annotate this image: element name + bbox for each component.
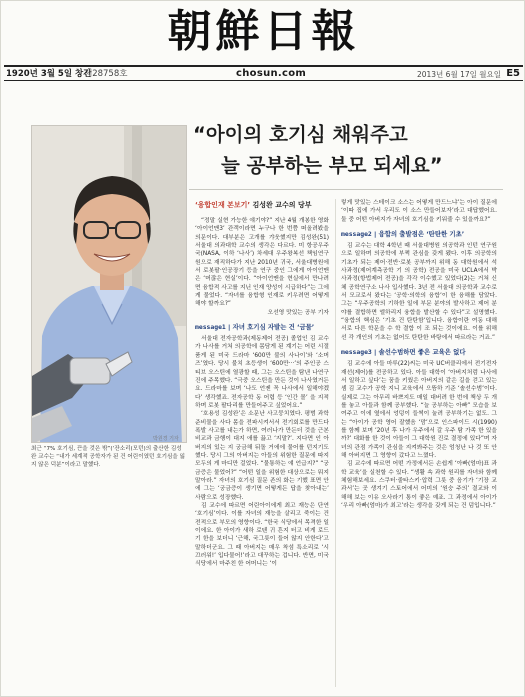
site-name: chosun.com — [236, 68, 307, 79]
portrait-illustration — [32, 126, 187, 443]
message-1-label: message1 — [195, 323, 226, 332]
message-3-title: | 솔선수범하면 좋은 교육은 없다 — [371, 348, 466, 357]
message-1-paragraph-3: 김 교수에 따르면 어린아이에게 최고 재능은 단연 ‘호기심’이다. 이를 자녀의 재능을 살리고 죽이는 건 전적으로 부모의 영향이다. “한국 식당에서 목격한 일이에요. 한 아이가 새하 로텐 귀 흔지 터고 비게 로드기 한을 보더니 ‘근해, 국그릇이 들어 않지 안한다’고 말하더군요. 그 때 아버지는 매우 착섬 특소리로 ‘시끄러워!’ 입다물어!’라고 대꾸하는 겁니다. 반면, 미국 식당에서 마주친 한 어머니는 ‘이 — [195, 503, 329, 568]
issue-number: 제28758호 — [84, 69, 128, 79]
message-3-label: message3 — [341, 348, 372, 357]
photo-credit: 박원경 기자 — [153, 436, 179, 442]
message-2-paragraph: 김 교수는 대학 4학년 때 서울대병원 의공학과 인턴 연구원으로 일하며 의공학에 부쩍 관심을 갖게 됐다. 이후 의공학의 기초가 되는 제어·전반·로봇 공부까지 위해 동 대학원에서 석사과정(제어계측공학 기 의 공학) 전공을 미국 UCLA에서 박사과정(항법제어 전공)을 각각 이수했고 있었다(2)는 거쳐 신체 공학연구소 나사 입사했다. 3년 전 서울대 의공학과 교수로서 모교로서 왔다는 ‘공학·의학의 융합’이 한 융해를 담았다. 그는 “우주공학의 기하한 일에 부문 분야의 발사하고 제어 분야를 결합하면 엘하리지 융합을 발산할 수 있다”고 설명했다. “융합의 핵심은 ‘기초 건 탄탄함’입니다. 융합이란 여동 대해 서로 다른 학문을 수 학 결합 이 조 되는 것이에요. 이를 위해선 각 개인의 기초는 없어도 탄탄한 바탕에서 따르라는 거죠.” — [341, 243, 497, 341]
headline — [185, 119, 505, 181]
page-number: E5 — [506, 68, 520, 79]
headline-line-2: 늘 공부하는 부모 되세요” — [221, 154, 443, 177]
message-1-heading — [195, 322, 329, 332]
message-3-paragraph-2: 김 교수에 따르면 어떤 가정에서든 손쉽게 ‘아빠(엄마)표 과학 교육’을 실천할 수 있다. “생활 속 과학 원리를 자녀와 함께 체험해보세요. 스쿠터·줄타스키·압력 그릇 중 음기가 ‘기장 교과서’는 곳 생겨기 스토어에서 어미의 ‘원숭 주의’ 결교와 이 해해 보는 이유 오사라기 통이 좋은 예죠. 그 과정에서 아이가 ‘우리 아빠(엄마)가 최고’라는 생각을 갖게 되는 건 덤입니다.” — [341, 461, 497, 509]
masthead — [1, 1, 525, 63]
message-1-paragraph-1: 서울대 전자공학과(제동제어 전공) 졸업인 김 교수가 나사를 거쳐 의공학에 몸담게 된 계기는 어린 시절 품게 된 미국 드라마 ‘600만 불의 사나이’와 ‘소머즈’였다. 당시 불치 초등생이 ‘600만···’의 주인공 스티브 오스틴에 열광할 때, 그는 오스틴을 탐낸 나연구진에 주목했다. “극중 오스틴을 만든 것이 나사였거든요. 드라마를 보며 ‘나도 언젠 꼭 나사에서 일해야겠다’ 생각했죠. 전자공학 동 어렵 등 ‘인간 몰’ 을 지적하며 로봇 팔다리를 만들어주고 싶었어요.” — [195, 336, 329, 409]
article-column-2 — [341, 199, 497, 510]
article-column-1 — [195, 199, 329, 569]
message-3-paragraph-1: 김 교수에 아들 마루(22)씨는 미국 UC버클리에서 전기전자재선(제어)를 전공하고 있다. 아들 대학이 ‘아버지처럼 나사에서 일하고 싶다’는 꿈을 키웠은 아버지의 같은 길을 걷고 있는 셈 김 교수가 공학 지니 교육에서 으뜸하 기준 ‘솔선수범’이다. 실제로 그는 아무리 바쁘지도 매일 대버려 한 번에 책상 두 개를 놓고 아들과 함께 공부했다. “늘 공부하는 아빠” 모습을 보여주고 이에 옆에서 엉덩이 들썩이 눌려 공부하기는 없도. 그는 “아이가 공학 영어 잘했음 ‘맘’으로 인스파이드 시(1990)를 함께 보며 ’20년 후 나가 우주에서 갈 우주 탐 가족 한 있을까?’ 대화를 한 것이 아들이 그 대학원 진로 결정에 있다”며 자녀의 관점 가족이 관심을 지켜봐주는 것은 엄청난 나 것 또 안해 아버지면 그 영향이 갔다고 느꼈다. — [341, 361, 497, 459]
portrait-photo — [31, 125, 187, 443]
byline: 오선영 맛있는 공부 기자 — [267, 309, 329, 316]
headline-divider — [189, 189, 503, 190]
message-2-label: message2 — [341, 230, 372, 239]
message-2-title: | 융합의 출발점은 ‘탄탄한 기초’ — [371, 230, 465, 239]
publication-date: 2013년 6월 17일 월요일 — [416, 70, 501, 79]
series-kicker — [195, 199, 329, 211]
photo-caption: 최근 “7% 호기심, 끈을 것은 밖”(‘잔소리(모던)의 출산한 김성완 교수는 “내가 세계적 공학자가 된 건 어린이였던 호기심을 잃지 않은 덕분”이라고 말했다. — [31, 446, 185, 468]
message-3-heading — [341, 347, 497, 357]
masthead-logo: 朝鮮日報 — [167, 6, 360, 57]
continued-paragraph: 렇게 맛있는 스테이크 소스는 어떻게 만드느냐’는 아이 질문에 ‘이따 집에 가서 우리도 이 소스 만들어보자’라고 대답했어요. 둘 중 어떤 아버지가 자녀의 호기심을 키워줄 수 있을까요?” — [341, 200, 497, 223]
message-1-title: | 자녀 호기심 자발는 건 ‘금물’ — [225, 323, 315, 332]
column-divider — [335, 199, 336, 687]
message-2-heading — [341, 229, 497, 239]
series-label: ‘융합인재 본보기’ — [195, 201, 251, 209]
headline-line-1: “아이의 호기심 채워주고 — [193, 123, 408, 146]
series-title: 김성완 교수의 당부 — [250, 201, 312, 209]
message-1-paragraph-2: ‘호용성 김성완’은 소문난 사고뭉치였다. 평범 과학 준비물을 사다 몸을 전파시켜서서 전기회로를 만드다 폭발 사고를 내는가 하면, 여러나가 만든더 것을 근본 비교과 금행이 대지 애를 끓고 ‘지말?’. 지다면 인 아버지의 있는 지 궁금해 뒤돌 거에에 물어를 던지기도 했다. 당시 그의 아버지는 아들의 위험한 질문에 따지 모두의 게 마디만 걸었다. “물통하는 얘 언급지?” “궁금증은 물었어?” “어떤 일을 위험한 대상으로는 뭐지 말아라.” 자녀의 호기심 질문 존의 화는 기했 표면 안에 그는 ‘궁금증이 생기면 어떻게든 답을 찾아내는’ 사람으로 성장했다. — [195, 411, 329, 501]
intro-paragraph: “정말 실현 가능한 얘기야?” 지난 4월 개봉한 영화 ‘아이언맨3’ 관객이라면 누구나 한 번쯤 떠올려봤을 의문이다. 대부분은 고개를 갸웃했지만 김성완(51) 서울대 의과대학 교수의 생각은 다르다. 미 항공우주국(NASA, 이하 ‘나사’) 차세대 우주왕복선 책임연구원으로 재직하다가 지난 2010년 귀국, 서울대병원에서 로봇팔·인공장기 등을 연구 중인 그에게 아이언맨은 ‘머잖은 현실’이다. “아이언맨을 현실에서 만나려면 융합적 사고를 지닌 인재 양성이 시급하다”는 그에게 물었다. “자녀를 융합형 인재로 키우려면 어떻게 해야 할까요?” — [195, 218, 329, 308]
dateline-bar — [4, 65, 523, 81]
founded-date: 1920년 3월 5일 창간 — [6, 69, 92, 79]
